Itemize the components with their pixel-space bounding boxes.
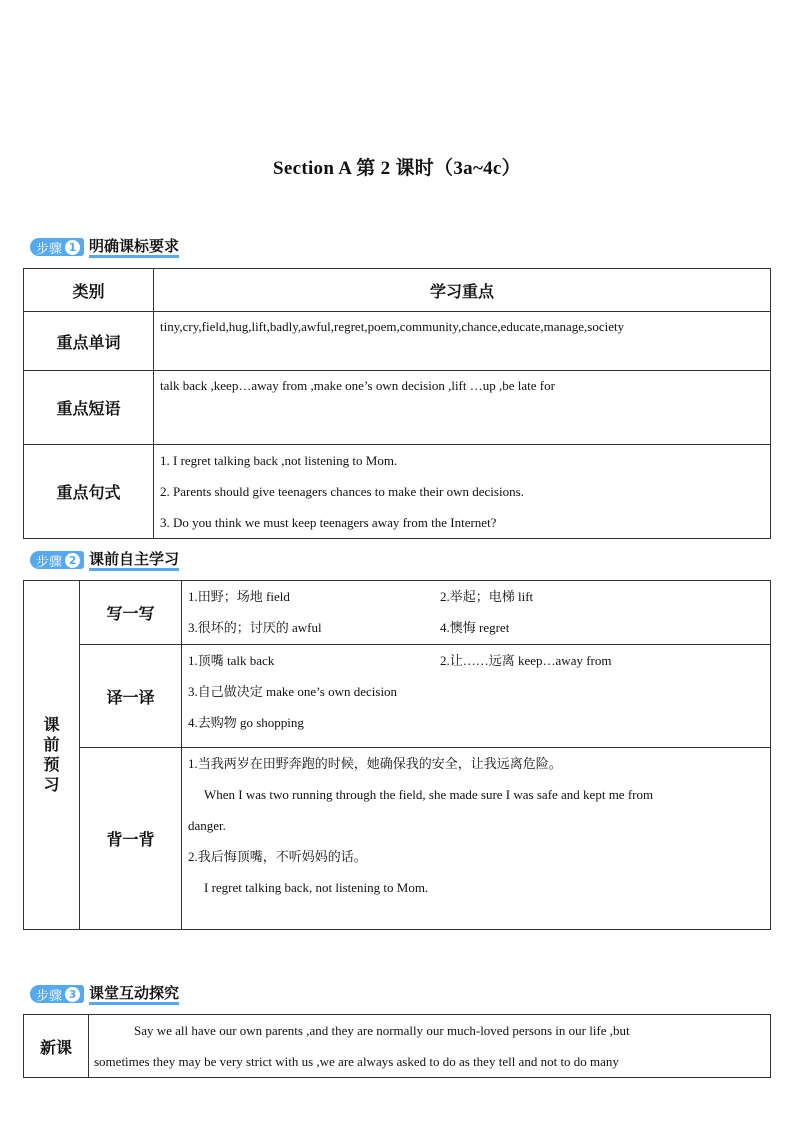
step-badge: 步骤 2	[30, 551, 84, 569]
step-1-header	[30, 236, 179, 258]
translate-content: 1.顶嘴 talk back 2.让……远离 keep…away from 3.自己做决定 make one’s own decision 4.去购物 go shopping	[182, 645, 771, 748]
translate-label: 译一译	[80, 645, 182, 748]
step-label: 课前自主学习	[89, 550, 179, 571]
row-label-sentences: 重点句式	[24, 445, 154, 539]
header-category: 类别	[24, 269, 154, 312]
step-badge: 步骤 3	[30, 985, 84, 1003]
header-focus: 学习重点	[154, 269, 771, 312]
requirements-table	[23, 268, 771, 539]
row-content-phrases: talk back ,keep…away from ,make one’s own decision ,lift …up ,be late for	[154, 371, 771, 445]
new-lesson-label: 新课	[24, 1015, 89, 1078]
new-lesson-table	[23, 1014, 771, 1078]
row-content-words: tiny,cry,field,hug,lift,badly,awful,regret,poem,community,chance,educate,manage,society	[154, 312, 771, 371]
row-label-words: 重点单词	[24, 312, 154, 371]
row-label-phrases: 重点短语	[24, 371, 154, 445]
recite-label: 背一背	[80, 748, 182, 930]
step-label: 明确课标要求	[89, 237, 179, 258]
step-2-header	[30, 549, 179, 571]
new-lesson-content: Say we all have our own parents ,and they are normally our much-loved persons in our life ,but sometimes they may be very strict with us ,we are always asked to do as they tell and not to do many	[89, 1015, 771, 1078]
write-label: 写一写	[80, 581, 182, 645]
preview-table	[23, 580, 771, 930]
step-label: 课堂互动探究	[89, 984, 179, 1005]
step-3-header	[30, 983, 179, 1005]
recite-content: 1.当我两岁在田野奔跑的时候，她确保我的安全，让我远离危险。 When I was two running through the field, she made sure I was safe and kept me from danger. 2.我后悔顶嘴，不听妈妈的话。 I regret talking back, not listening to Mom.	[182, 748, 771, 930]
page-title: Section A 第 2 课时（3a~4c）	[273, 158, 521, 179]
side-label: 课 前 预 习	[24, 581, 80, 930]
write-content: 1.田野；场地 field 2.举起；电梯 lift 3.很坏的；讨厌的 awful 4.懊悔 regret	[182, 581, 771, 645]
row-content-sentences: 1. I regret talking back ,not listening to Mom. 2. Parents should give teenagers chances to make their own decisions. 3. Do you think we must keep teenagers away from the Internet?	[154, 445, 771, 539]
step-badge: 步骤 1	[30, 238, 84, 256]
